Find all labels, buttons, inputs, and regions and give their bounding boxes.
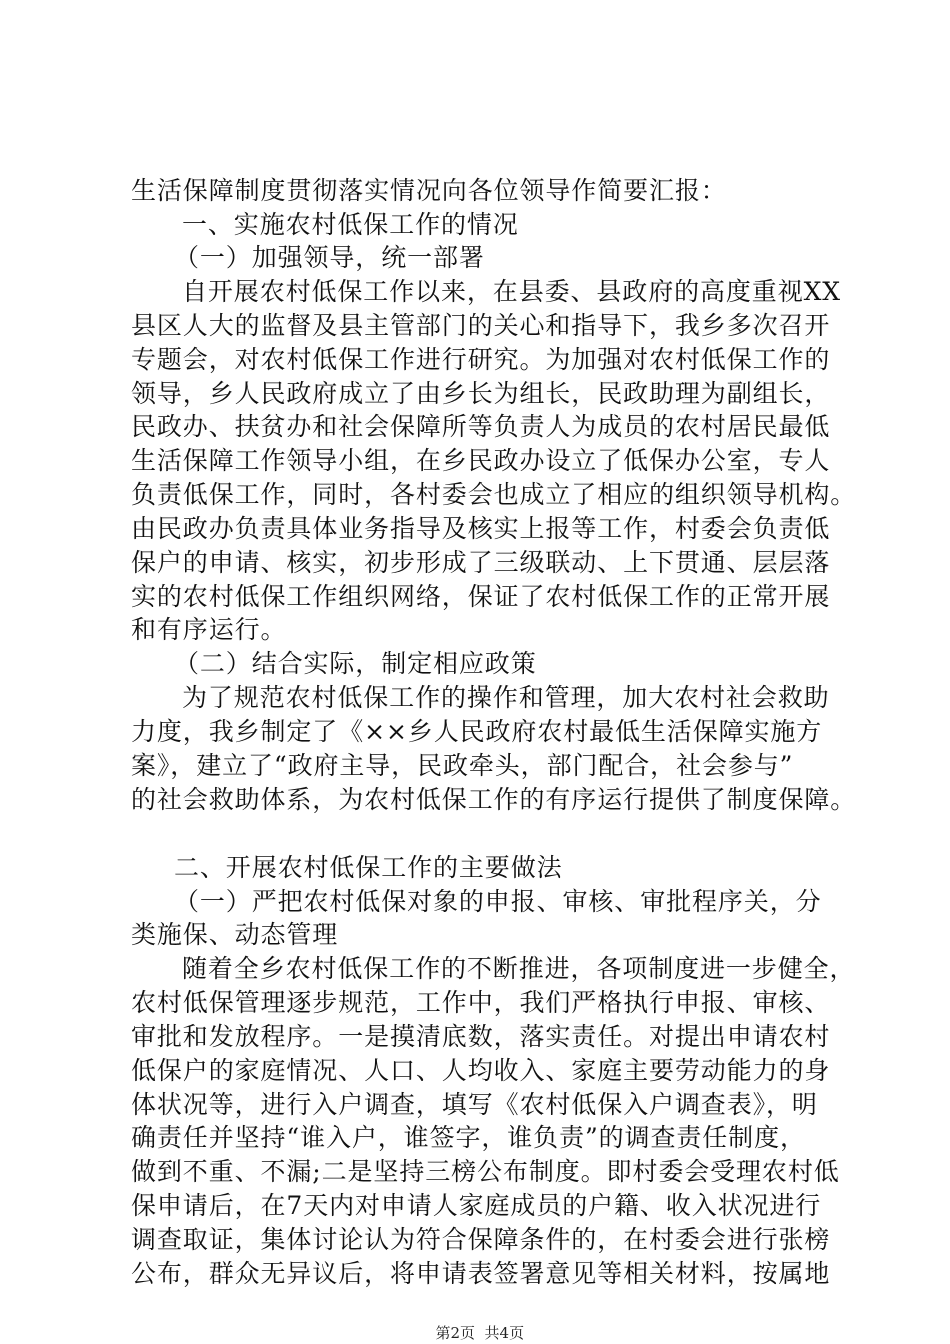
text-line: 低保户的家庭情况、人口、人均收入、家庭主要劳动能力的身 — [131, 1056, 831, 1085]
text-line: 做到不重、不漏;二是坚持三榜公布制度。即村委会受理农村低 — [131, 1157, 840, 1186]
text-line: 生活保障制度贯彻落实情况向各位领导作简要汇报： — [131, 176, 727, 205]
text-line: 保户的申请、核实，初步形成了三级联动、上下贯通、层层落 — [131, 548, 831, 577]
text-line: 确责任并坚持“谁入户，谁签字，谁负责”的调查责任制度， — [131, 1123, 806, 1152]
text-line: 案》，建立了“政府主导，民政牵头，部门配合，社会参与” — [131, 751, 794, 780]
text-line: 审批和发放程序。一是摸清底数，落实责任。对提出申请农村 — [131, 1022, 831, 1051]
section-heading: 二、开展农村低保工作的主要做法 — [174, 853, 563, 882]
text-line: 公布，群众无异议后，将申请表签署意见等相关材料，按属地 — [131, 1259, 831, 1288]
text-line: 县区人大的监督及县主管部门的关心和指导下，我乡多次召开 — [131, 311, 831, 340]
text-line: 专题会，对农村低保工作进行研究。为加强对农村低保工作的 — [131, 345, 831, 374]
text-line: 民政办、扶贫办和社会保障所等负责人为成员的农村居民最低 — [131, 412, 831, 441]
subsection-heading: （一）严把农村低保对象的申报、审核、审批程序关，分 — [174, 887, 822, 916]
text-line: 由民政办负责具体业务指导及核实上报等工作，村委会负责低 — [131, 514, 831, 543]
subsection-heading: （一）加强领导，统一部署 — [174, 243, 485, 272]
page-number-label: 第2页 共4页 — [435, 1324, 525, 1342]
text-line: 的社会救助体系，为农村低保工作的有序运行提供了制度保障。 — [131, 785, 857, 814]
section-heading: 一、实施农村低保工作的情况 — [182, 210, 519, 239]
subsection-heading: （二）结合实际，制定相应政策 — [174, 649, 537, 678]
subsection-heading: 类施保、动态管理 — [131, 920, 339, 949]
text-line: 领导，乡人民政府成立了由乡长为组长，民政助理为副组长， — [131, 379, 831, 408]
page-footer — [0, 1303, 950, 1343]
text-line: 随着全乡农村低保工作的不断推进，各项制度进一步健全， — [182, 954, 856, 983]
text-line: 实的农村低保工作组织网络，保证了农村低保工作的正常开展 — [131, 582, 831, 611]
text-line: 调查取证，集体讨论认为符合保障条件的，在村委会进行张榜 — [131, 1225, 831, 1254]
text-line: 自开展农村低保工作以来，在县委、县政府的高度重视XX — [182, 277, 841, 306]
text-line: 负责低保工作，同时，各村委会也成立了相应的组织领导机构。 — [131, 480, 857, 509]
text-line: 保申请后，在7天内对申请人家庭成员的户籍、收入状况进行 — [131, 1191, 822, 1220]
text-line: 生活保障工作领导小组，在乡民政办设立了低保办公室，专人 — [131, 446, 831, 475]
text-line: 力度，我乡制定了《××乡人民政府农村最低生活保障实施方 — [131, 717, 823, 746]
text-line: 和有序运行。 — [131, 615, 287, 644]
text-line: 为了规范农村低保工作的操作和管理，加大农村社会救助 — [182, 683, 830, 712]
text-line: 农村低保管理逐步规范，工作中，我们严格执行申报、审核、 — [131, 988, 831, 1017]
text-line: 体状况等，进行入户调查，填写《农村低保入户调查表》，明 — [131, 1090, 818, 1119]
